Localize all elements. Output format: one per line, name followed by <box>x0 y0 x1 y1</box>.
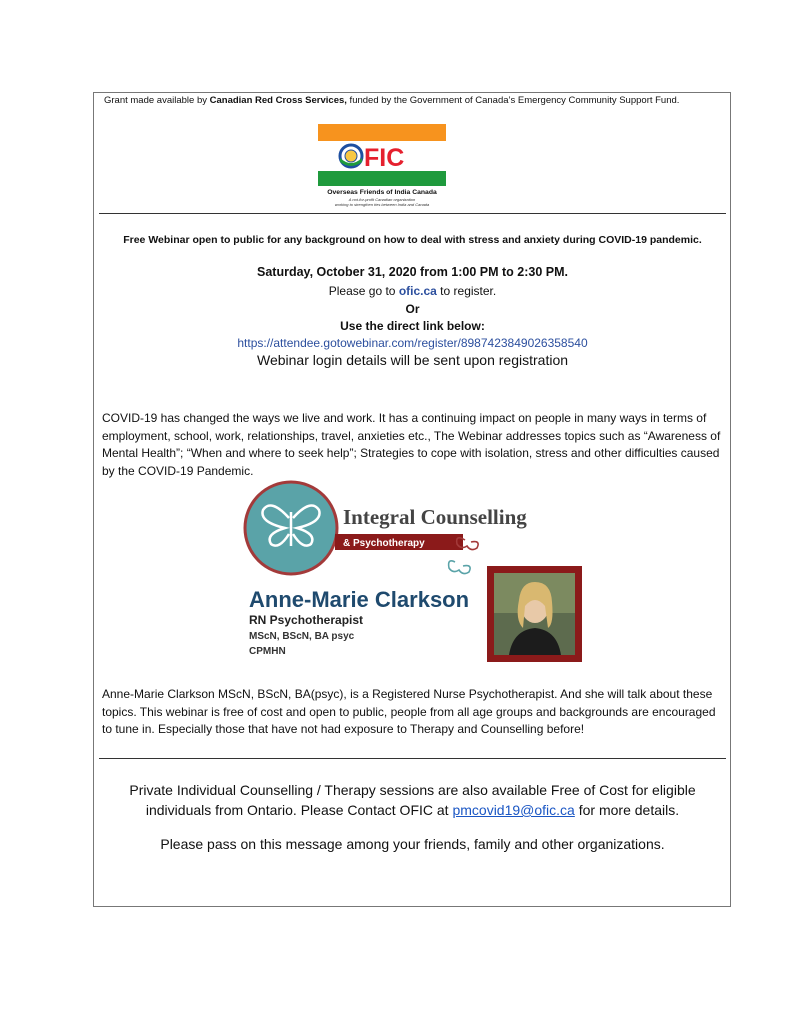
grant-prefix: Grant made available by <box>104 95 210 106</box>
ic-cert: CPMHN <box>249 646 286 657</box>
grant-notice <box>104 95 724 107</box>
ofic-tagline-1: A not-for-profit Canadian organization <box>348 197 416 202</box>
divider-bottom <box>99 758 726 759</box>
ofic-link[interactable]: ofic.ca <box>398 284 437 298</box>
login-note: Webinar login details will be sent upon registration <box>256 352 569 368</box>
private-prefix: individuals from Ontario. Please Contact OFIC at <box>145 802 453 818</box>
webinar-title: Free Webinar open to public for any background on how to deal with stress and anxiety during COVID-19 pandemic. <box>123 234 702 246</box>
divider-top <box>99 213 726 214</box>
integral-counselling-logo <box>243 478 588 668</box>
ofic-tagline-2: working to strengthen ties between India and Canada <box>334 202 430 207</box>
chakra-icon <box>340 145 362 167</box>
ic-name: Integral Counselling <box>343 505 527 529</box>
portrait-photo <box>487 566 582 662</box>
ofic-letters-fic: FIC <box>364 144 405 172</box>
or-label: Or <box>405 302 420 316</box>
contact-email-link[interactable]: pmcovid19@ofic.ca <box>452 802 575 818</box>
register-suffix: to register. <box>436 284 497 298</box>
ic-degrees: MScN, BScN, BA psyc <box>249 631 355 642</box>
ofic-name: Overseas Friends of India Canada <box>327 189 437 196</box>
private-line-1: Private Individual Counselling / Therapy sessions are also available Free of Cost for eligible <box>129 782 696 798</box>
direct-link-label: Use the direct link below: <box>340 319 485 333</box>
flag-saffron-band <box>318 124 446 141</box>
ic-role: RN Psychotherapist <box>249 613 364 627</box>
intro-paragraph: COVID-19 has changed the ways we live and work. It has a continuing impact on people in many ways in terms of employment, school, work, relationships, travel, anxieties etc., The Webinar addresses topics such as “Awareness of Mental Health”; “When and where to seek help”; Strategies to cope with isolation, stress and other difficulties caused by the COVID-19 Pandemic. <box>102 411 721 478</box>
register-line <box>99 284 726 298</box>
speaker-paragraph: Anne-Marie Clarkson MScN, BScN, BA(psyc), is a Registered Nurse Psychotherapist. And she will talk about these topics. This webinar is free of cost and open to public, people from all age groups and backgrounds are encouraged to tune in. Especially those that have not had exposure to Therapy and Counselling before! <box>102 687 716 736</box>
ic-sub: & Psychotherapy <box>343 538 425 549</box>
ic-person: Anne-Marie Clarkson <box>249 587 470 612</box>
private-line-2 <box>99 800 726 820</box>
register-prefix: Please go to <box>328 284 399 298</box>
registration-url[interactable]: https://attendee.gotowebinar.com/register/8987423849026358540 <box>237 336 588 350</box>
grant-org: Canadian Red Cross Services, <box>209 95 347 106</box>
private-suffix: for more details. <box>574 802 680 818</box>
webinar-date: Saturday, October 31, 2020 from 1:00 PM to 2:30 PM. <box>257 265 568 279</box>
ofic-logo <box>318 124 446 210</box>
flag-green-band <box>318 171 446 186</box>
private-sessions-note <box>99 780 726 820</box>
grant-suffix: funded by the Government of Canada’s Emergency Community Support Fund. <box>346 95 680 106</box>
pass-on-note: Please pass on this message among your friends, family and other organizations. <box>160 836 665 852</box>
